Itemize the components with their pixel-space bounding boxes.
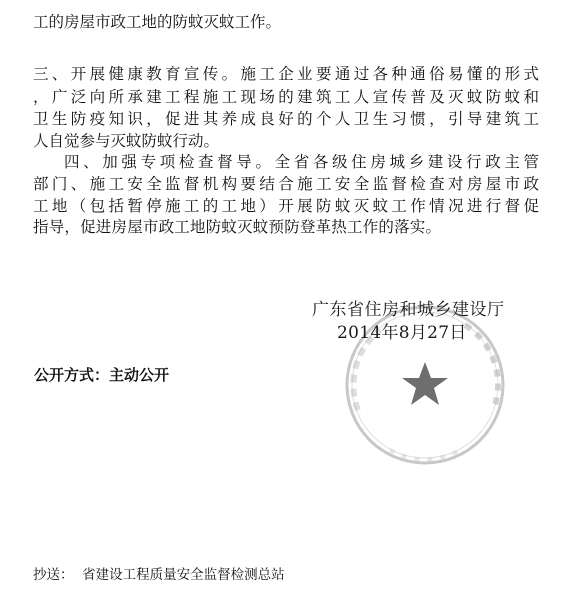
signing-date: 2014年8月27日: [337, 323, 467, 343]
star-icon: [402, 362, 448, 405]
body-line-2: 三、开展健康教育宣传。施工企业要通过各种通俗易懂的形式: [33, 65, 539, 83]
body-line-1: 工的房屋市政工地的防蚊灭蚊工作。: [33, 13, 282, 31]
body-line-6: 四、加强专项检查督导。全省各级住房城乡建设行政主管: [64, 153, 539, 171]
body-line-5: 人自觉参与灭蚊防蚊行动。: [33, 132, 220, 150]
body-line-9: 指导，促进房屋市政工地防蚊灭蚊预防登革热工作的落实。: [33, 218, 442, 236]
body-line-4: 卫生防疫知识，促进其养成良好的个人卫生习惯，引导建筑工: [33, 110, 539, 128]
disclosure-method: 公开方式：主动公开: [34, 366, 170, 384]
body-line-8: 工地（包括暂停施工的工地）开展防蚊灭蚊工作情况进行督促: [33, 197, 539, 215]
body-line-7: 部门、施工安全监督机构要结合施工安全监督检查对房屋市政: [33, 175, 539, 193]
cc-line: 抄送： 省建设工程质量安全监督检测总站: [33, 567, 285, 583]
body-line-3: ，广泛向所承建工程施工现场的建筑工人宣传普及灭蚊防蚊和: [33, 88, 539, 106]
signing-organization: 广东省住房和城乡建设厅: [312, 300, 505, 320]
